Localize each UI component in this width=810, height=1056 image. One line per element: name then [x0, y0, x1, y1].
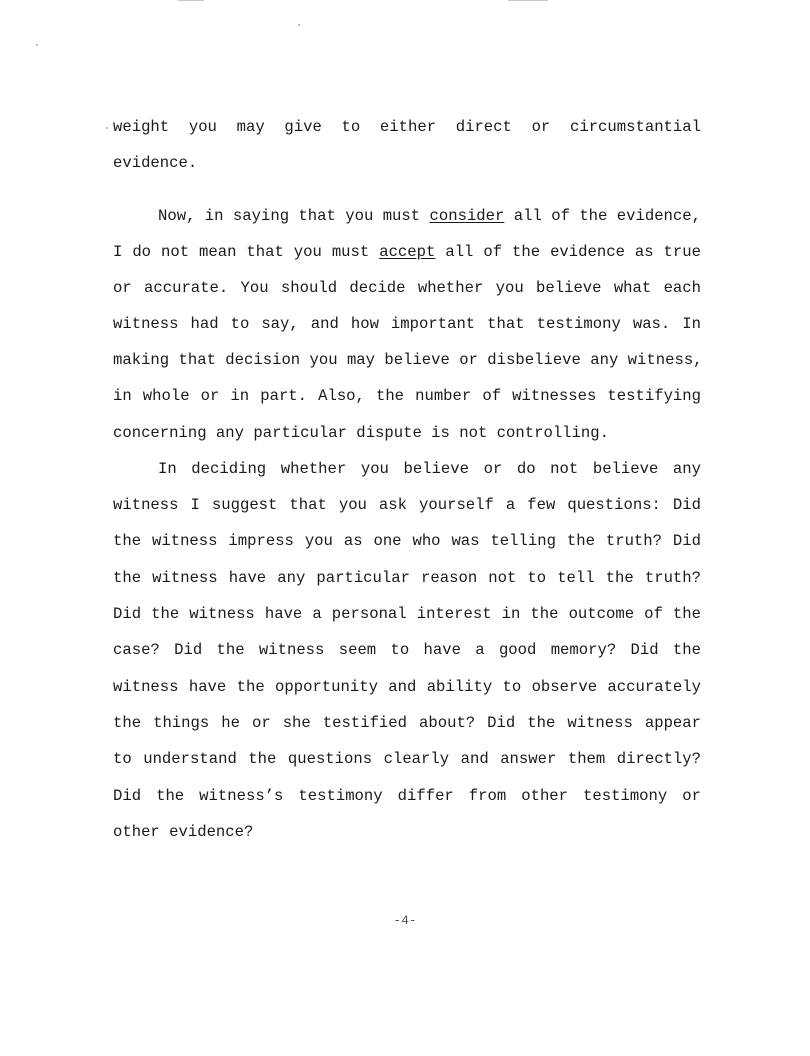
- underlined-word-consider: consider: [429, 207, 505, 225]
- paragraph-3-line-10: Did the witness’s testimony differ from other testimony or: [113, 787, 701, 805]
- paragraph-1-line-1: weight you may give to either direct or circumstantial: [113, 118, 701, 136]
- paragraph-3-line-6: case? Did the witness seem to have a good memory? Did the: [113, 641, 701, 659]
- underlined-word-accept: accept: [379, 243, 436, 261]
- paragraph-3-line-8: the things he or she testified about? Did the witness appear: [113, 714, 701, 732]
- paragraph-3-line-3: the witness impress you as one who was telling the truth? Did: [113, 532, 701, 550]
- paragraph-3-line-11: other evidence?: [113, 823, 254, 841]
- paragraph-2-line-3: or accurate. You should decide whether you believe what each: [113, 279, 701, 297]
- paragraph-2-line-7: concerning any particular dispute is not controlling.: [113, 424, 609, 442]
- paragraph-3-line-1: In deciding whether you believe or do not believe any: [158, 460, 701, 478]
- paragraph-2-line-4: witness had to say, and how important that testimony was. In: [113, 315, 701, 333]
- paragraph-3-line-5: Did the witness have a personal interest in the outcome of the: [113, 605, 701, 623]
- page-number: -4-: [393, 913, 417, 928]
- paragraph-3-line-9: to understand the questions clearly and answer them directly?: [113, 750, 701, 768]
- paragraph-2-line-1: Now, in saying that you must consider all of the evidence,: [158, 207, 701, 225]
- paragraph-2-line-6: in whole or in part. Also, the number of witnesses testifying: [113, 387, 701, 405]
- scan-artifact: [298, 24, 300, 26]
- paragraph-2-line-2: I do not mean that you must accept all of the evidence as true: [113, 243, 701, 261]
- scan-artifact: [36, 44, 38, 46]
- scan-artifact: [106, 127, 108, 129]
- paragraph-2-line-5: making that decision you may believe or disbelieve any witness,: [113, 351, 703, 369]
- paragraph-3-line-2: witness I suggest that you ask yourself a few questions: Did: [113, 496, 701, 514]
- paragraph-3-line-4: the witness have any particular reason not to tell the truth?: [113, 569, 701, 587]
- paragraph-3-line-7: witness have the opportunity and ability to observe accurately: [113, 678, 701, 696]
- paragraph-1-line-2: evidence.: [113, 154, 198, 172]
- scan-artifact: [178, 0, 204, 1]
- scan-artifact: [508, 0, 548, 1]
